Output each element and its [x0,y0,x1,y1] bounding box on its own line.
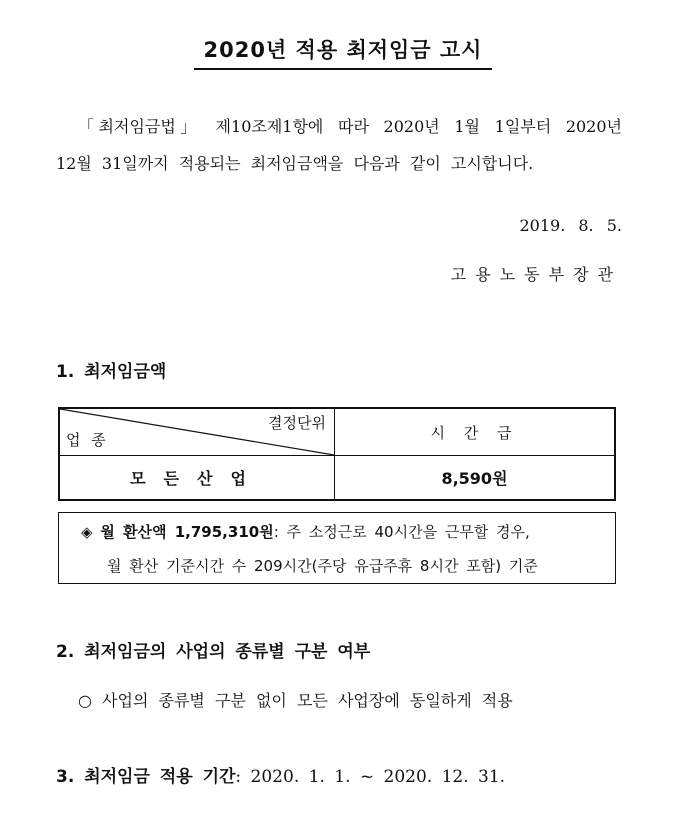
intro-line-2: 12월 31일까지 적용되는 최저임금액을 다음과 같이 고시합니다. [56,154,534,173]
note-bullet: ◈ [81,523,93,541]
section-3 [56,762,505,787]
issuer-name: 고용노동부장관 [450,265,622,284]
monthly-conversion-note [58,512,616,584]
section-3-heading: 3. 최저임금 적용 기간 [56,767,236,787]
minimum-wage-table [58,407,616,501]
diag-header-unit: 결정단위 [268,414,326,432]
diag-header-industry: 업 종 [66,431,109,449]
document-title: 2020년 적용 최저임금 고시 [194,34,493,70]
section-1-heading: 1. 최저임금액 [56,362,167,382]
section-3-period: : 2020. 1. 1. ~ 2020. 12. 31. [235,767,506,787]
industry-cell: 모든산업 [59,456,335,501]
note-monthly-amount: 월 환산액 1,795,310원 [100,523,274,541]
hourly-header-cell: 시 간 급 [335,408,616,456]
section-2-heading: 2. 최저임금의 사업의 종류별 구분 여부 [56,642,371,662]
section-2-item: ○ 사업의 종류별 구분 없이 모든 사업장에 동일하게 적용 [78,691,513,710]
note-text-2: 월 환산 기준시간 수 209시간(주당 유급주휴 8시간 포함) 기준 [107,557,538,575]
intro-paragraph [56,108,622,182]
document-title-container [0,34,686,70]
note-text-1: : 주 소정근로 40시간을 근무할 경우, [273,523,530,541]
hourly-wage-cell: 8,590원 [335,456,616,501]
diagonal-header-cell [59,408,335,456]
notice-date: 2019. 8. 5. [519,216,622,235]
intro-line-1: 「최저임금법」 제10조제1항에 따라 2020년 1월 1일부터 2020년 [78,117,622,136]
